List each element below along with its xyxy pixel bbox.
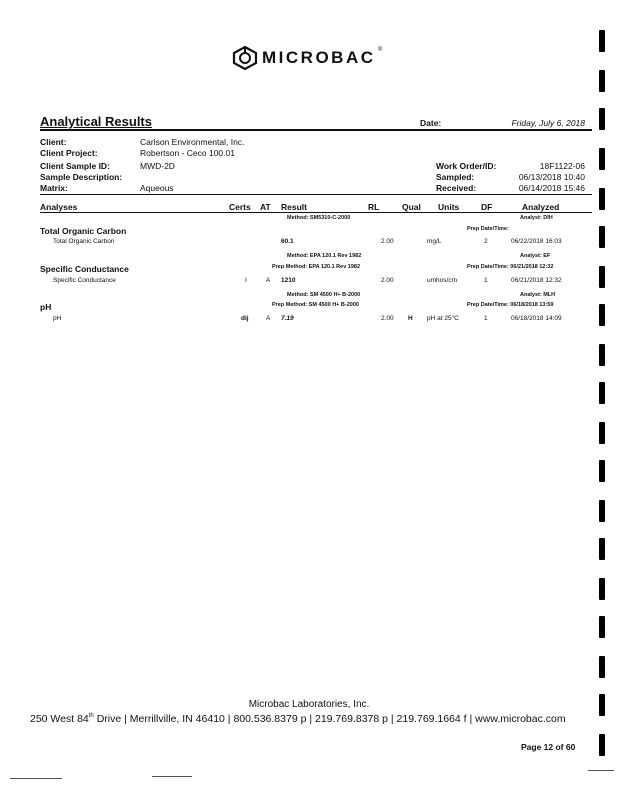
col-result: Result	[281, 202, 307, 212]
edge-mark	[599, 70, 605, 92]
col-certs: Certs	[229, 202, 251, 212]
analyst-text: Analyst: EF	[520, 253, 551, 259]
edge-mark	[599, 188, 605, 210]
prep-date-text: Prep Date/Time: 06/21/2018 12:32	[467, 264, 554, 270]
col-rl: RL	[368, 202, 380, 212]
edge-mark	[599, 30, 605, 52]
qual-value: H	[408, 315, 413, 322]
units-value: mg/L	[427, 238, 442, 245]
footer-address-start: 250 West 84	[30, 713, 89, 725]
at-value: A	[266, 277, 271, 284]
matrix-label: Matrix:	[40, 183, 68, 193]
result-value: 1210	[281, 277, 296, 284]
prep-method-text: Prep Method: SM 4500 H+ B-2000	[272, 302, 359, 308]
edge-mark	[599, 500, 605, 522]
edge-mark	[599, 226, 605, 248]
analyzed-value: 06/18/2018 14:09	[511, 315, 562, 322]
sample-description-label: Sample Description:	[40, 172, 123, 182]
page-number: Page 12 of 60	[521, 742, 576, 752]
method-text: Method: EPA 120.1 Rev 1982	[287, 253, 362, 259]
footer-address-sup: th	[88, 713, 94, 719]
edge-mark	[599, 422, 605, 444]
col-at: AT	[260, 202, 271, 212]
at-value: A	[266, 315, 271, 322]
edge-mark	[599, 616, 605, 638]
edge-mark	[599, 656, 605, 678]
info-rule	[40, 194, 592, 195]
scan-line	[152, 776, 192, 777]
edge-mark	[599, 578, 605, 600]
edge-mark	[599, 304, 605, 326]
edge-mark	[599, 266, 605, 288]
date-value: Friday, July 6, 2018	[511, 118, 585, 128]
rl-value: 2.00	[381, 238, 394, 245]
analyst-text: Analyst: DIH	[520, 215, 553, 221]
header-rule	[40, 212, 592, 213]
client-sample-id-label: Client Sample ID:	[40, 161, 110, 171]
analyte-name: pH	[53, 315, 62, 322]
rl-value: 2.00	[381, 277, 394, 284]
client-label: Client:	[40, 137, 67, 147]
received-value: 06/14/2018 15:46	[518, 183, 585, 193]
date-label: Date:	[420, 118, 442, 128]
prep-method-text: Prep Method: EPA 120.1 Rev 1982	[272, 264, 361, 270]
col-analyses: Analyses	[40, 202, 78, 212]
edge-mark	[599, 382, 605, 404]
analyst-text: Analyst: MLH	[520, 292, 556, 298]
scan-line	[588, 770, 614, 771]
analyzed-value: 06/22/2018 16:03	[511, 238, 562, 245]
footer-company: Microbac Laboratories, Inc.	[248, 699, 370, 710]
result-value: 7.19	[281, 315, 294, 322]
df-value: 1	[484, 277, 488, 284]
rl-value: 2.00	[381, 315, 394, 322]
work-order-value: 18F1122-06	[539, 161, 585, 171]
logo-wordmark: MICROBAC	[262, 48, 376, 67]
footer-address	[30, 713, 566, 725]
edge-mark	[599, 148, 605, 170]
scan-line	[10, 778, 62, 779]
method-text: Method: SM5310-C-2000	[287, 215, 351, 221]
title-rule	[40, 129, 592, 131]
received-label: Received:	[436, 183, 477, 193]
logo-registered: ®	[378, 47, 383, 53]
edge-mark	[599, 108, 605, 130]
microbac-logo-icon	[232, 45, 258, 71]
col-df: DF	[481, 202, 493, 212]
df-value: 2	[484, 238, 488, 245]
edge-mark	[599, 460, 605, 482]
page-title: Analytical Results	[40, 114, 152, 129]
certs-value: dij	[241, 315, 249, 322]
analyte-name: Specific Conductance	[53, 277, 116, 284]
analyte-name: Total Organic Carbon	[53, 238, 115, 245]
units-value: pH at 25°C	[427, 315, 459, 322]
df-value: 1	[484, 315, 488, 322]
col-qual: Qual	[402, 202, 421, 212]
client-project-label: Client Project:	[40, 148, 98, 158]
col-units: Units	[438, 202, 460, 212]
prep-date-text: Prep Date/Time:	[467, 226, 509, 232]
client-project-value: Robertson - Ceco 100.01	[140, 148, 235, 158]
certs-value: I	[245, 277, 247, 284]
edge-mark	[599, 538, 605, 560]
edge-mark	[599, 344, 605, 366]
col-analyzed: Analyzed	[522, 202, 560, 212]
analysis-heading: Total Organic Carbon	[40, 226, 127, 236]
analysis-heading: pH	[40, 302, 52, 312]
sampled-value: 06/13/2018 10:40	[518, 172, 585, 182]
units-value: umhos/cm	[427, 277, 457, 284]
client-sample-id-value: MWD-2D	[140, 161, 175, 171]
result-value: 60.1	[281, 238, 294, 245]
sampled-label: Sampled:	[436, 172, 475, 182]
edge-mark	[599, 734, 605, 756]
client-value: Carlson Environmental, Inc.	[140, 137, 245, 147]
analyzed-value: 06/21/2018 12:32	[511, 277, 562, 284]
matrix-value: Aqueous	[140, 183, 174, 193]
prep-date-text: Prep Date/Time: 06/18/2018 13:59	[467, 302, 554, 308]
work-order-label: Work Order/ID:	[436, 161, 497, 171]
method-text: Method: SM 4500 H+ B-2000	[287, 292, 361, 298]
analysis-heading: Specific Conductance	[40, 264, 129, 274]
footer-address-rest: Drive | Merrillville, IN 46410 | 800.536.8379 p | 219.769.8378 p | 219.769.1664 f | www.microbac.com	[93, 713, 566, 725]
